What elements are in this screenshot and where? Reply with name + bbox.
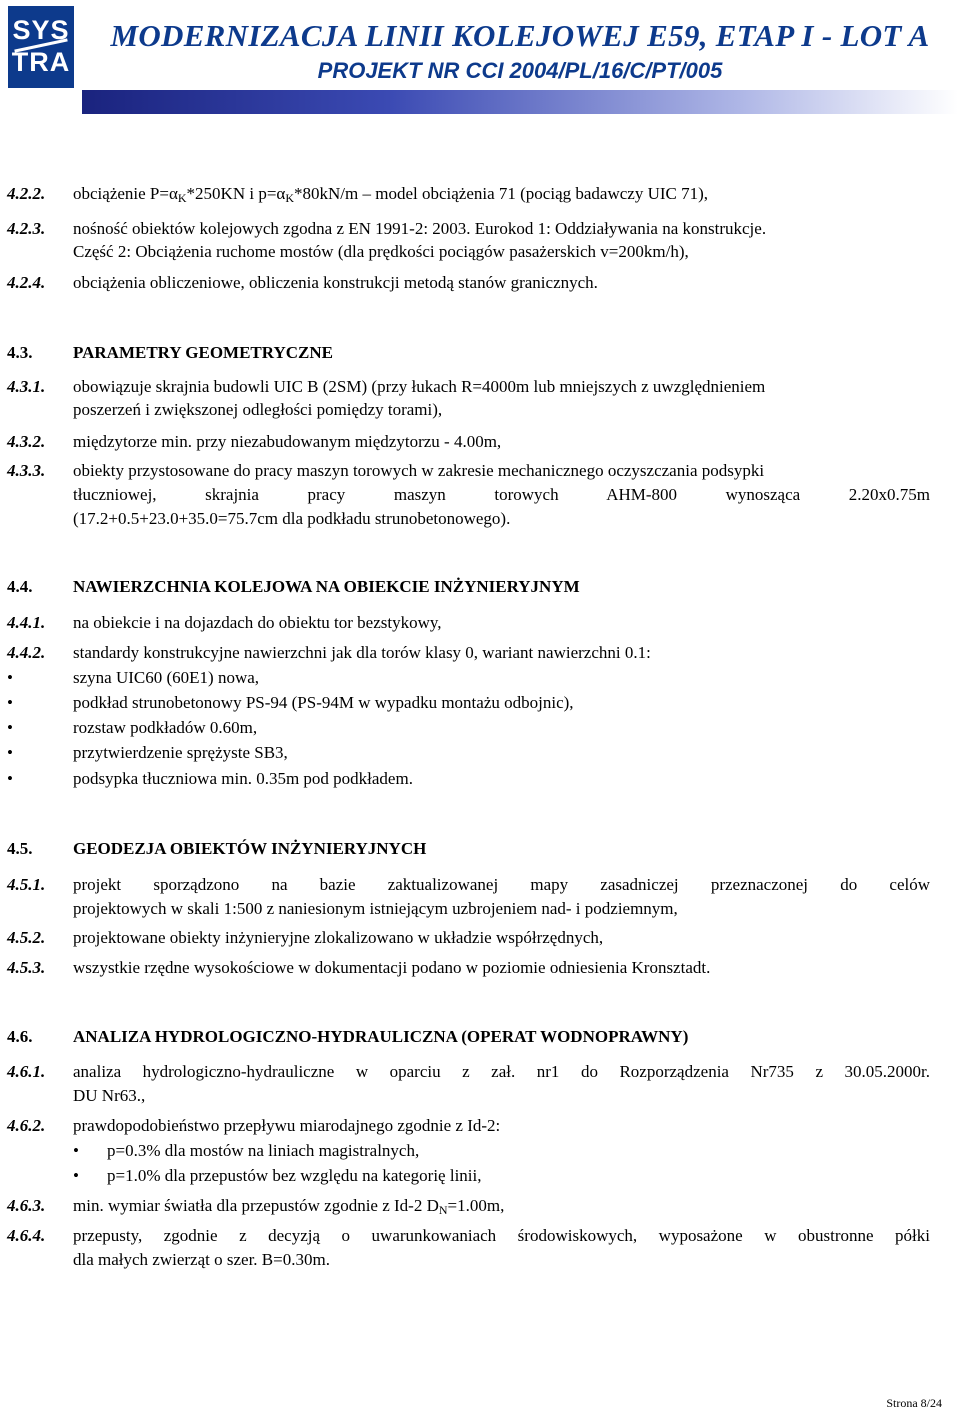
bullet-icon: •	[7, 743, 13, 762]
section-text: analiza hydrologiczno-hydrauliczne w oparciu z zał. nr1 do Rozporządzenia Nr735 z 30.05.2000r.	[73, 1062, 930, 1081]
section-number: 4.6.3.	[7, 1196, 46, 1215]
section-text: projekt sporządzono na bazie zaktualizowanej mapy zasadniczej przeznaczonej do celów	[73, 875, 930, 894]
section-text: obiekty przystosowane do pracy maszyn torowych w zakresie mechanicznego oczyszczania podsypki	[73, 461, 765, 480]
bullet-icon: •	[73, 1166, 79, 1185]
section-text-cont: (17.2+0.5+23.0+35.0=75.7cm dla podkładu strunobetonowego).	[73, 509, 511, 528]
list-item: przytwierdzenie sprężyste SB3,	[73, 743, 288, 762]
section-number: 4.4.2.	[7, 643, 46, 662]
heading-title: NAWIERZCHNIA KOLEJOWA NA OBIEKCIE INŻYNIERYJNYM	[73, 577, 580, 596]
list-item: p=1.0% dla przepustów bez względu na kategorię linii,	[107, 1166, 482, 1185]
section-number: 4.2.4.	[7, 273, 46, 292]
section-number: 4.6.4.	[7, 1226, 46, 1245]
section-text: nośność obiektów kolejowych zgodna z EN 1991-2: 2003. Eurokod 1: Oddziaływania na konstrukcje.	[73, 219, 767, 238]
heading-title: PARAMETRY GEOMETRYCZNE	[73, 343, 333, 362]
heading-number: 4.5.	[7, 839, 33, 858]
list-item: podsypka tłuczniowa min. 0.35m pod podkładem.	[73, 769, 413, 788]
section-text: standardy konstrukcyjne nawierzchni jak dla torów klasy 0, wariant nawierzchni 0.1:	[73, 643, 651, 662]
bullet-icon: •	[7, 769, 13, 788]
section-text: min. wymiar światła dla przepustów zgodnie z Id-2 $D_N=1.00m$,	[73, 1196, 505, 1217]
section-text: obciążenia obliczeniowe, obliczenia konstrukcji metodą stanów granicznych.	[73, 273, 598, 292]
systra-logo	[8, 6, 74, 88]
document-title: MODERNIZACJA LINII KOLEJOWEJ E59, ETAP I - LOT A	[110, 18, 930, 53]
section-text: przepusty, zgodnie z decyzją o uwarunkowaniach środowiskowych, wyposażone w obustronne półki	[73, 1226, 930, 1245]
logo-line1: SYS	[12, 15, 70, 45]
header-gradient-bar	[82, 90, 958, 114]
section-text-cont: dla małych zwierząt o szer. B=0.30m.	[73, 1250, 330, 1269]
section-text-cont: poszerzeń i zwiększonej odległości pomiędzy torami),	[73, 400, 443, 419]
section-number: 4.5.2.	[7, 928, 46, 947]
section-number: 4.6.2.	[7, 1116, 46, 1135]
section-text-cont: DU Nr63.,	[73, 1086, 146, 1105]
page-number: Strona 8/24	[886, 1396, 942, 1410]
section-text: prawdopodobieństwo przepływu miarodajnego zgodnie z Id-2:	[73, 1116, 501, 1135]
heading-title: GEODEZJA OBIEKTÓW INŻYNIERYJNYCH	[73, 839, 427, 858]
list-item: p=0.3% dla mostów na liniach magistralnych,	[107, 1141, 420, 1160]
section-text: na obiekcie i na dojazdach do obiektu tor bezstykowy,	[73, 613, 442, 632]
section-number: 4.3.2.	[7, 432, 46, 451]
project-number: PROJEKT NR CCI 2004/PL/16/C/PT/005	[317, 58, 723, 83]
section-number: 4.3.3.	[7, 461, 46, 480]
section-text: wszystkie rzędne wysokościowe w dokumentacji podano w poziomie odniesienia Kronsztadt.	[73, 958, 711, 977]
bullet-icon: •	[7, 718, 13, 737]
logo-line2: TRA	[11, 47, 71, 77]
section-number: 4.6.1.	[7, 1062, 46, 1081]
section-text: obowiązuje skrajnia budowli UIC B (2SM) (przy łukach R=4000m lub mniejszych z uwzględnieniem	[73, 377, 766, 396]
heading-number: 4.3.	[7, 343, 33, 362]
heading-title: ANALIZA HYDROLOGICZNO-HYDRAULICZNA (OPERAT WODNOPRAWNY)	[73, 1027, 689, 1046]
heading-number: 4.4.	[7, 577, 33, 596]
bullet-icon: •	[73, 1141, 79, 1160]
section-number: 4.2.3.	[7, 219, 46, 238]
bullet-icon: •	[7, 668, 13, 687]
section-number: 4.5.1.	[7, 875, 46, 894]
section-number: 4.5.3.	[7, 958, 46, 977]
section-text-cont: Część 2: Obciążenia ruchome mostów (dla prędkości pociągów pasażerskich v=200km/h),	[73, 242, 689, 261]
list-item: rozstaw podkładów 0.60m,	[73, 718, 258, 737]
section-number: 4.4.1.	[7, 613, 46, 632]
list-item: szyna UIC60 (60E1) nowa,	[73, 668, 260, 687]
section-text: międzytorze min. przy niezabudowanym międzytorzu - 4.00m,	[73, 432, 502, 451]
section-number: 4.2.2.	[7, 184, 46, 203]
list-item: podkład strunobetonowy PS-94 (PS-94M w wypadku montażu odbojnic),	[73, 693, 574, 712]
section-text-cont: projektowych w skali 1:500 z naniesionym istniejącym uzbrojeniem nad- i podziemnym,	[73, 899, 678, 918]
section-number: 4.3.1.	[7, 377, 46, 396]
bullet-icon: •	[7, 693, 13, 712]
section-text-cont: tłuczniowej, skrajnia pracy maszyn torowych AHM-800 wynosząca 2.20x0.75m	[73, 485, 930, 504]
section-text: projektowane obiekty inżynieryjne zlokalizowano w układzie współrzędnych,	[73, 928, 604, 947]
heading-number: 4.6.	[7, 1027, 33, 1046]
section-text: obciążenie $P=\alpha_K*250KN$ i $p=\alpha_K*80kN/m$ – model obciążenia 71 (pociąg badawczy UIC 71),	[73, 184, 709, 205]
